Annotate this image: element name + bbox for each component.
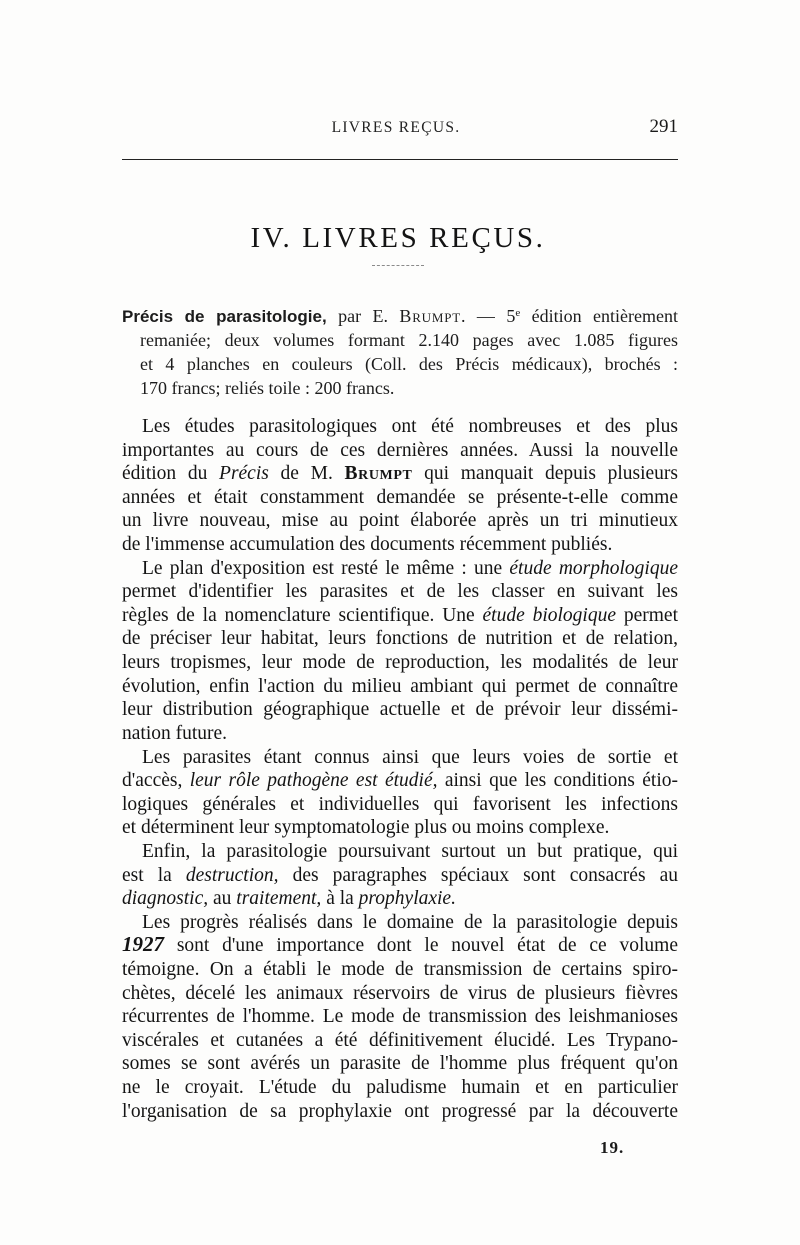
author-name: Brumpt (344, 463, 413, 485)
text-line (122, 769, 678, 793)
running-title: LIVRES REÇUS. (331, 119, 461, 136)
text-line: Les parasites étant connus ainsi que leurs voies de sortie et (142, 746, 678, 768)
entry-line: 170 francs; reliés toile : 200 francs. (140, 378, 395, 398)
text-line (122, 887, 678, 911)
text-run: à la (321, 888, 359, 910)
text-line (122, 864, 678, 888)
text-line (122, 934, 678, 958)
text-line: ne le croyait. L'étude du paludisme humain et en particulier (122, 1077, 678, 1099)
year: 1927 (122, 932, 164, 957)
text-line: viscérales et cutanées a été définitivement élucidé. Les Trypano- (122, 1029, 678, 1051)
emphasis: Précis (219, 463, 269, 485)
text-line: chètes, décelé les animaux réservoirs de virus de plusieurs fièvres (122, 982, 678, 1004)
page-number: 291 (649, 116, 678, 137)
text-line: récurrentes de l'homme. Le mode de transmission des leishmanioses (122, 1006, 678, 1028)
title-ornament (372, 265, 424, 266)
text-run: permet (616, 604, 678, 626)
emphasis: traitement, (236, 888, 322, 910)
text-line: témoigne. On a établi le mode de transmission de certains spiro- (122, 959, 678, 981)
text-run: par E. (326, 306, 400, 326)
text-line: l'organisation de sa prophylaxie ont progressé par la découverte (122, 1100, 678, 1122)
text-run: édition entièrement (520, 306, 679, 326)
text-line: somes se sont avérés un parasite de l'homme plus fréquent qu'on (122, 1053, 678, 1075)
book-title: Précis de parasitologie, (122, 307, 327, 326)
text-run: au (208, 888, 237, 910)
text-line: permet d'identifier les parasites et de les classer en suivant les (122, 581, 678, 603)
emphasis: leur rôle pathogène est étudié, (189, 770, 438, 792)
text-run: sont d'une importance dont le nouvel état de ce volume (164, 935, 678, 957)
text-line: leurs tropismes, leur mode de reproduction, les modalités de leur (122, 652, 678, 674)
text-line (122, 557, 678, 581)
running-head (122, 116, 678, 142)
text-run: Le plan d'exposition est resté le même : une (142, 557, 510, 579)
emphasis: étude biologique (482, 604, 617, 626)
text-line: Les progrès réalisés dans le domaine de la parasitologie depuis (142, 911, 678, 933)
text-run: édition du (122, 463, 220, 485)
review-text (122, 415, 678, 1123)
text-line: Enfin, la parasitologie poursuivant surtout un but pratique, qui (142, 840, 678, 862)
text-line (122, 604, 678, 628)
text-run: de M. (268, 463, 345, 485)
emphasis: diagnostic, (122, 888, 209, 910)
entry-line: et 4 planches en couleurs (Coll. des Précis médicaux), brochés : (140, 354, 678, 374)
text-line (122, 462, 678, 486)
book-entry (122, 304, 678, 400)
text-line: et déterminent leur symptomatologie plus ou moins complexe. (122, 817, 610, 839)
author-name: Brumpt (399, 306, 462, 326)
emphasis: destruction, (185, 864, 279, 886)
text-line: évolution, enfin l'action du milieu ambiant qui permet de connaître (122, 675, 678, 697)
text-line: nation future. (122, 722, 228, 744)
text-run: ainsi que les conditions étio- (437, 770, 678, 792)
section-title: IV. LIVRES REÇUS. (250, 222, 546, 254)
text-line: Les études parasitologiques ont été nombreuses et des plus (142, 416, 678, 437)
text-run: des paragraphes spéciaux sont consacrés au (278, 864, 679, 886)
signature-mark: 19. (600, 1138, 625, 1157)
text-line: importantes au cours de ces dernières années. Aussi la nouvelle (122, 439, 678, 461)
text-line: leur distribution géographique actuelle et de prévoir leur dissémi- (122, 699, 678, 721)
text-line: un livre nouveau, mise au point élaborée après un tri minutieux (122, 510, 678, 532)
text-run: . — 5 (461, 306, 516, 326)
text-line: de l'immense accumulation des documents récemment publiés. (122, 534, 613, 556)
text-run: d'accès, (122, 770, 190, 792)
text-run: est la (122, 864, 186, 886)
emphasis: prophylaxie. (358, 888, 456, 910)
entry-line (122, 304, 678, 328)
emphasis: étude morphologique (509, 557, 678, 579)
text-line: logiques générales et individuelles qui favorisent les infections (122, 793, 678, 815)
text-run: qui manquait depuis plusieurs (412, 463, 678, 485)
superscript: e (515, 307, 521, 319)
text-run: règles de la nomenclature scientifique. Une (122, 604, 483, 626)
entry-line: remaniée; deux volumes formant 2.140 pages avec 1.085 figures (140, 330, 678, 350)
text-line: de préciser leur habitat, leurs fonctions de nutrition et de relation, (122, 628, 678, 650)
header-rule (122, 159, 678, 160)
text-line: années et était constamment demandée se présente-t-elle comme (122, 486, 678, 508)
